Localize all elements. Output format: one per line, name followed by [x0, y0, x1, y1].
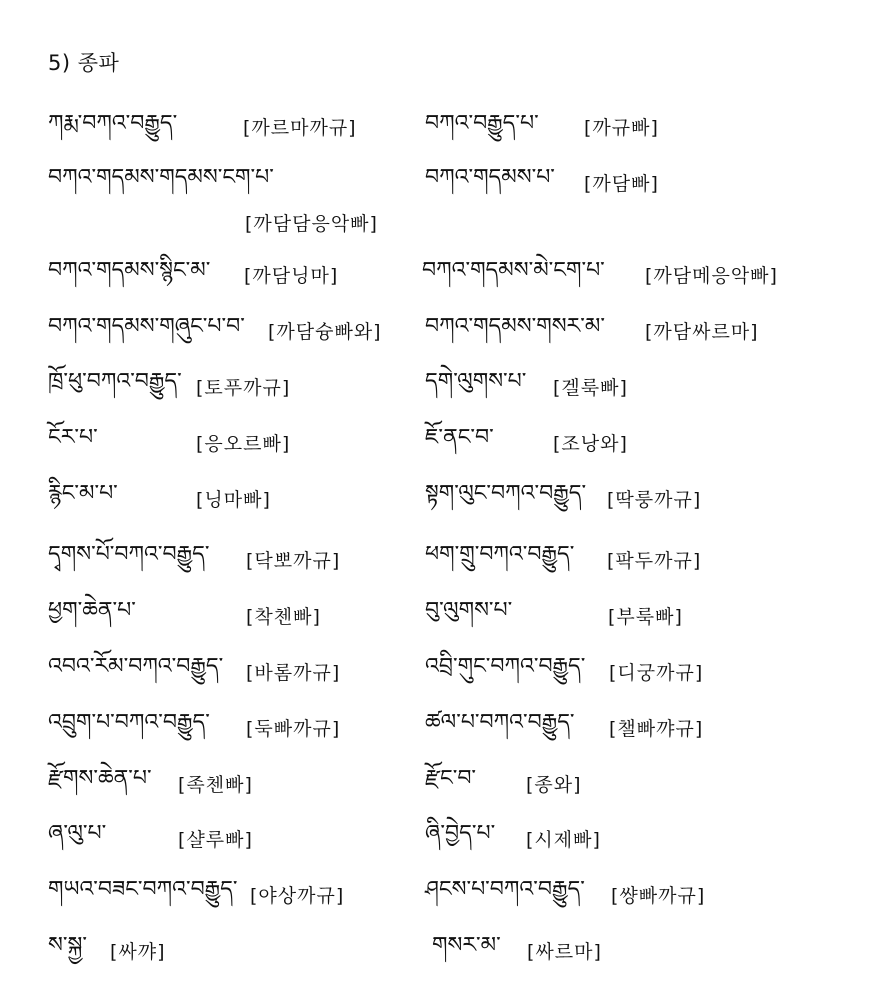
entry-tibetan: ངོར་པ་	[48, 425, 98, 450]
entry-korean: [썅빠까규]	[611, 885, 706, 907]
entry-tibetan: ཕག་གྲུ་བཀའ་བརྒྱུད་	[425, 542, 575, 567]
entry-tibetan: བཀའ་གདམས་སྙིང་མ་	[48, 258, 211, 283]
entry-tibetan: གཡའ་བཟང་བཀའ་བརྒྱུད་	[48, 877, 238, 902]
entry-tibetan: ཞ་ལུ་པ་	[48, 821, 107, 846]
entry-korean: [바롬까규]	[246, 662, 341, 684]
entry-korean: [딱룽까규]	[607, 489, 702, 511]
entry-korean: [샬루빠]	[178, 829, 253, 851]
entry-tibetan: བཀའ་གདམས་པ་	[425, 165, 555, 190]
entry-tibetan: ཁྲོ་ཕུ་བཀའ་བརྒྱུད་	[48, 369, 182, 394]
entry-tibetan: བཀའ་གདམས་གདམས་ངག་པ་	[48, 165, 274, 190]
entry-korean: [까르마까규]	[243, 117, 357, 139]
entry-korean: [까담빠]	[584, 173, 659, 195]
entry-tibetan: འབྲུག་པ་བཀའ་བརྒྱུད་	[48, 710, 210, 735]
entry-tibetan: སྟག་ལུང་བཀའ་བརྒྱུད་	[425, 481, 587, 506]
entry-tibetan: ཇོ་ནང་བ་	[425, 425, 494, 450]
entry-tibetan: ས་སྐྱ་	[48, 933, 87, 958]
entry-korean: [까담싸르마]	[645, 321, 759, 343]
entry-korean: [시제빠]	[526, 829, 601, 851]
entry-korean: [야상까규]	[250, 885, 345, 907]
entry-korean: [종와]	[526, 774, 582, 796]
entry-korean: [착첸빠]	[246, 606, 321, 628]
entry-tibetan: རྙིང་མ་པ་	[48, 481, 118, 506]
entry-tibetan: བུ་ལུགས་པ་	[425, 598, 513, 623]
entry-tibetan: གསར་མ་	[432, 933, 501, 958]
entry-tibetan: དྭགས་པོ་བཀའ་བརྒྱུད་	[48, 542, 210, 567]
entry-korean: [챌빠꺄규]	[609, 718, 704, 740]
entry-korean: [싸꺄]	[110, 941, 166, 963]
entry-korean: [싸르마]	[527, 941, 602, 963]
entry-tibetan: ཞི་བྱེད་པ་	[425, 821, 496, 846]
entry-tibetan: བཀའ་གདམས་གསར་མ་	[425, 314, 605, 339]
entry-tibetan: འབྲི་གུང་བཀའ་བརྒྱུད་	[425, 654, 586, 679]
section-heading: 5) 종파	[48, 51, 120, 75]
entry-korean: [까담닝마]	[244, 265, 339, 287]
entry-tibetan: རྫོང་བ་	[425, 766, 477, 791]
entry-korean: [둑빠까규]	[246, 718, 341, 740]
entry-tibetan: ཀརྨ་བཀའ་བརྒྱུད་	[48, 111, 178, 136]
entry-tibetan: དགེ་ལུགས་པ་	[425, 369, 527, 394]
entry-korean: [응오르빠]	[196, 433, 291, 455]
entry-korean: [부룩빠]	[608, 606, 683, 628]
entry-tibetan: རྫོགས་ཆེན་པ་	[48, 766, 152, 791]
entry-korean: [팍두까규]	[607, 550, 702, 572]
entry-korean: [까규빠]	[584, 117, 659, 139]
entry-korean: [토푸까규]	[196, 377, 291, 399]
entry-korean: [닝마빠]	[196, 489, 271, 511]
entry-tibetan: བཀའ་བརྒྱུད་པ་	[425, 111, 539, 136]
entry-tibetan: ཕྱག་ཆེན་པ་	[48, 598, 136, 623]
entry-korean: [까담메응악빠]	[645, 265, 778, 287]
entry-tibetan: ཚལ་པ་བཀའ་བརྒྱུད་	[425, 710, 575, 735]
entry-korean: [디궁까규]	[609, 662, 704, 684]
entry-korean: [조낭와]	[553, 433, 628, 455]
entry-korean: [까담담응악빠]	[245, 213, 378, 235]
entry-tibetan: ཤངས་པ་བཀའ་བརྒྱུད་	[425, 877, 585, 902]
entry-korean: [닥뽀까규]	[246, 550, 341, 572]
entry-korean: [까담슝빠와]	[268, 321, 382, 343]
entry-korean: [족첸빠]	[178, 774, 253, 796]
entry-tibetan: འབའ་རོམ་བཀའ་བརྒྱུད་	[48, 654, 224, 679]
entry-korean: [겔룩빠]	[553, 377, 628, 399]
entry-tibetan: བཀའ་གདམས་གཞུང་པ་བ་	[48, 314, 245, 339]
entry-tibetan: བཀའ་གདམས་མེ་ངག་པ་	[422, 258, 605, 283]
